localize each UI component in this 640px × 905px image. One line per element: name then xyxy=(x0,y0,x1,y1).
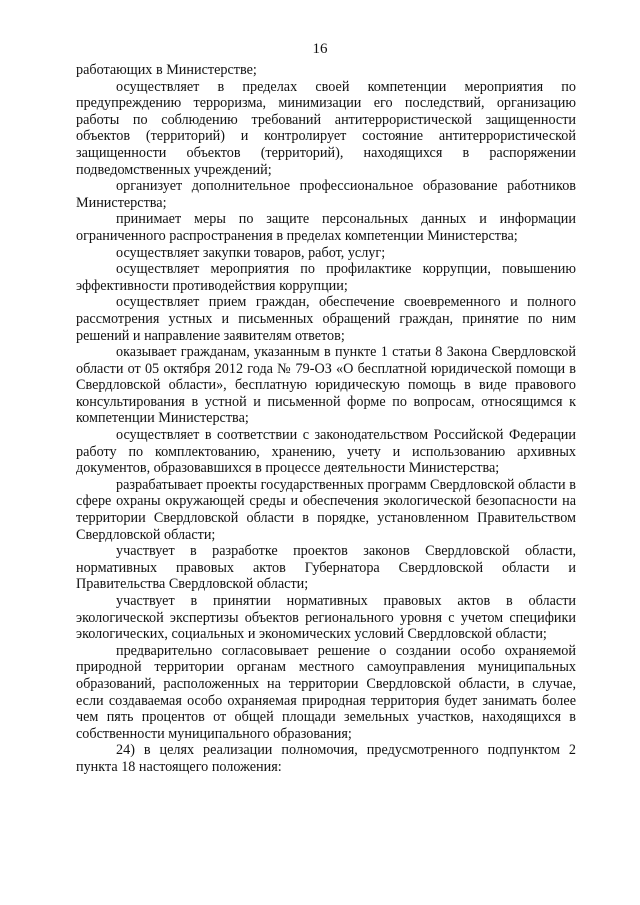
paragraph-professional-education: организует дополнительное профессиональное образование работников Министерства; xyxy=(76,178,576,211)
paragraph-anticorruption: осуществляет мероприятия по профилактике коррупции, повышению эффективности противодействия коррупции; xyxy=(76,261,576,294)
paragraph-legal-aid: оказывает гражданам, указанным в пункте 1 статьи 8 Закона Свердловской области от 05 октября 2012 года № 79-ОЗ «О бесплатной юридической помощи в Свердловской области», бесплатную юридическую помощь в виде правового консультирования в устной и письменной форме по вопросам, относящимся к компетенции Министерства; xyxy=(76,344,576,427)
paragraph-personal-data: принимает меры по защите персональных данных и информации ограниченного распространения в пределах компетенции Министерства; xyxy=(76,211,576,244)
document-body xyxy=(76,62,576,776)
paragraph-archives: осуществляет в соответствии с законодательством Российской Федерации работу по комплектованию, хранению, учету и использованию архивных документов, образовавшихся в процессе деятельности Министерства; xyxy=(76,427,576,477)
paragraph-protected-territory: предварительно согласовывает решение о создании особо охраняемой природной территории органам местного самоуправления муниципальных образований, расположенных на территории Свердловской области, в случае, если создаваемая особо охраняемая природная территория будет занимать более чем пять процентов от общей площади земельных участков, находящихся в собственности муниципального образования; xyxy=(76,642,576,742)
paragraph-ecological-expertise: участвует в принятии нормативных правовых актов в области экологической экспертизы объектов регионального уровня с учетом специфики экологических, социальных и экономических условий Свердловской области; xyxy=(76,593,576,643)
paragraph-continuation: работающих в Министерстве; xyxy=(76,62,257,78)
paragraph-item-24: 24) в целях реализации полномочия, предусмотренного подпунктом 2 пункта 18 настоящего положения: xyxy=(76,742,576,775)
paragraph-citizen-appeals: осуществляет прием граждан, обеспечение своевременного и полного рассмотрения устных и письменных обращений граждан, принятие по ним решений и направление заявителям ответов; xyxy=(76,294,576,344)
paragraph-state-programs: разрабатывает проекты государственных программ Свердловской области в сфере охраны окружающей среды и обеспечения экологической безопасности на территории Свердловской области в порядке, установленном Правительством Свердловской области; xyxy=(76,476,576,543)
paragraph-antiterror: осуществляет в пределах своей компетенции мероприятия по предупреждению терроризма, минимизации его последствий, организацию работы по соблюдению требований антитеррористической защищенности объектов (территорий) и контролирует состояние антитеррористической защищенности объектов (территорий), находящихся в распоряжении подведомственных учреждений; xyxy=(76,78,576,178)
page-number: 16 xyxy=(312,41,328,57)
paragraph-draft-laws: участвует в разработке проектов законов Свердловской области, нормативных правовых актов Губернатора Свердловской области и Правительства Свердловской области; xyxy=(76,543,576,593)
paragraph-procurement: осуществляет закупки товаров, работ, услуг; xyxy=(116,244,386,261)
